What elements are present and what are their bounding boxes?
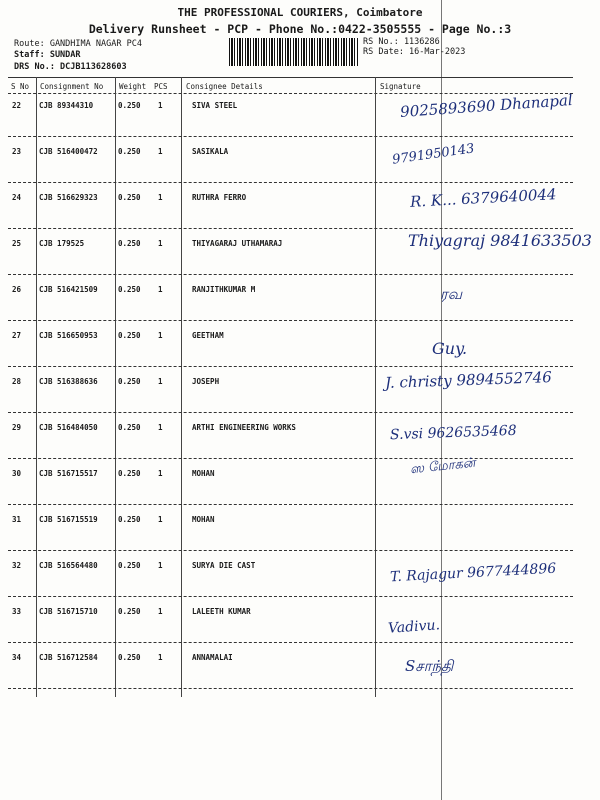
- row-divider: [8, 228, 573, 229]
- row-weight: 0.250: [118, 147, 141, 156]
- fold-line: [441, 0, 442, 800]
- row-consignee: RANJITHKUMAR M: [192, 285, 256, 294]
- row-consignment-no: CJB 516421509: [39, 285, 98, 294]
- row-signature: Vadivu.: [387, 617, 441, 637]
- header-weight: Weight: [119, 82, 147, 91]
- rs-number: RS No.: 1136286: [363, 37, 440, 47]
- row-pcs: 1: [158, 423, 163, 432]
- row-signature: J. christy 9894552746: [384, 368, 553, 392]
- row-weight: 0.250: [118, 285, 141, 294]
- row-signature: ரவ: [440, 285, 463, 303]
- row-weight: 0.250: [118, 561, 141, 570]
- col-divider: [375, 77, 376, 697]
- row-divider: [8, 412, 573, 413]
- row-consignment-no: CJB 89344310: [39, 101, 94, 110]
- row-consignee: MOHAN: [192, 469, 215, 478]
- header-signature: Signature: [380, 82, 421, 91]
- row-pcs: 1: [158, 607, 163, 616]
- row-pcs: 1: [158, 193, 163, 202]
- row-divider: [8, 136, 573, 137]
- drs-number: DRS No.: DCJB113628603: [14, 62, 127, 72]
- row-consignee: THIYAGARAJ UTHAMARAJ: [192, 239, 283, 248]
- row-pcs: 1: [158, 147, 163, 156]
- row-consignment-no: CJB 516715710: [39, 607, 98, 616]
- col-divider: [36, 77, 37, 697]
- row-signature: T. Rajagur 9677444896: [389, 560, 557, 586]
- header-pcs: PCS: [154, 82, 168, 91]
- row-divider: [8, 320, 573, 321]
- row-consignee: SURYA DIE CAST: [192, 561, 256, 570]
- company-title: THE PROFESSIONAL COURIERS, Coimbatore: [177, 6, 423, 19]
- barcode: [229, 38, 359, 66]
- row-sno: 23: [12, 147, 22, 156]
- row-divider: [8, 596, 573, 597]
- row-sno: 22: [12, 101, 22, 110]
- row-consignment-no: CJB 516712584: [39, 653, 98, 662]
- row-sno: 26: [12, 285, 22, 294]
- row-weight: 0.250: [118, 423, 141, 432]
- col-divider: [181, 77, 182, 697]
- col-divider: [115, 77, 116, 697]
- row-weight: 0.250: [118, 653, 141, 662]
- row-signature: R. K... 6379640044: [409, 185, 557, 211]
- staff-label: Staff: SUNDAR: [14, 50, 81, 60]
- row-sno: 24: [12, 193, 22, 202]
- row-consignee: SIVA STEEL: [192, 101, 238, 110]
- row-pcs: 1: [158, 331, 163, 340]
- row-consignment-no: CJB 516564480: [39, 561, 98, 570]
- row-consignment-no: CJB 516484050: [39, 423, 98, 432]
- row-divider: [8, 366, 573, 367]
- row-consignment-no: CJB 516715517: [39, 469, 98, 478]
- row-consignment-no: CJB 516650953: [39, 331, 98, 340]
- route-label: Route: GANDHIMA NAGAR PC4: [14, 39, 142, 49]
- row-consignment-no: CJB 179525: [39, 239, 85, 248]
- row-divider: [8, 182, 573, 183]
- row-sno: 34: [12, 653, 22, 662]
- row-signature: ஸ மோகன்: [409, 455, 477, 478]
- row-sno: 27: [12, 331, 22, 340]
- header-consignee: Consignee Details: [186, 82, 263, 91]
- row-signature: 9791950143: [391, 141, 476, 168]
- row-signature: Sசாந்தி: [405, 657, 454, 675]
- row-consignee: GEETHAM: [192, 331, 224, 340]
- rs-date: RS Date: 16-Mar-2023: [363, 47, 466, 57]
- row-consignee: MOHAN: [192, 515, 215, 524]
- row-consignee: RUTHRA FERRO: [192, 193, 247, 202]
- row-consignee: ANNAMALAI: [192, 653, 233, 662]
- row-signature: S.vsi 9626535468: [389, 422, 517, 444]
- row-consignment-no: CJB 516400472: [39, 147, 98, 156]
- row-pcs: 1: [158, 101, 163, 110]
- table-top-border: [8, 77, 573, 78]
- row-pcs: 1: [158, 285, 163, 294]
- header-consignment: Consignment No: [40, 82, 104, 91]
- row-pcs: 1: [158, 469, 163, 478]
- row-sno: 33: [12, 607, 22, 616]
- row-sno: 30: [12, 469, 22, 478]
- row-weight: 0.250: [118, 193, 141, 202]
- row-consignee: SASIKALA: [192, 147, 229, 156]
- row-consignee: LALEETH KUMAR: [192, 607, 251, 616]
- row-consignment-no: CJB 516629323: [39, 193, 98, 202]
- row-weight: 0.250: [118, 239, 141, 248]
- row-pcs: 1: [158, 515, 163, 524]
- row-divider: [8, 642, 573, 643]
- row-weight: 0.250: [118, 607, 141, 616]
- row-divider: [8, 688, 573, 689]
- row-pcs: 1: [158, 653, 163, 662]
- row-divider: [8, 274, 573, 275]
- row-signature: Guy.: [432, 339, 468, 358]
- row-pcs: 1: [158, 561, 163, 570]
- row-weight: 0.250: [118, 469, 141, 478]
- row-sno: 31: [12, 515, 22, 524]
- row-pcs: 1: [158, 239, 163, 248]
- row-consignee: JOSEPH: [192, 377, 220, 386]
- row-divider: [8, 550, 573, 551]
- row-weight: 0.250: [118, 377, 141, 386]
- row-signature: Thiyagraj 9841633503: [408, 231, 592, 250]
- header-divider: [8, 93, 573, 94]
- row-weight: 0.250: [118, 101, 141, 110]
- row-weight: 0.250: [118, 515, 141, 524]
- row-weight: 0.250: [118, 331, 141, 340]
- row-divider: [8, 504, 573, 505]
- row-sno: 25: [12, 239, 22, 248]
- row-sno: 28: [12, 377, 22, 386]
- row-signature: 9025893690 Dhanapal: [399, 90, 574, 122]
- row-divider: [8, 458, 573, 459]
- row-pcs: 1: [158, 377, 163, 386]
- row-consignee: ARTHI ENGINEERING WORKS: [192, 423, 296, 432]
- row-sno: 32: [12, 561, 22, 570]
- row-consignment-no: CJB 516715519: [39, 515, 98, 524]
- row-consignment-no: CJB 516388636: [39, 377, 98, 386]
- row-sno: 29: [12, 423, 22, 432]
- header-sno: S No: [11, 82, 30, 91]
- runsheet-subtitle: Delivery Runsheet - PCP - Phone No.:0422-3505555 - Page No.:3: [88, 22, 512, 36]
